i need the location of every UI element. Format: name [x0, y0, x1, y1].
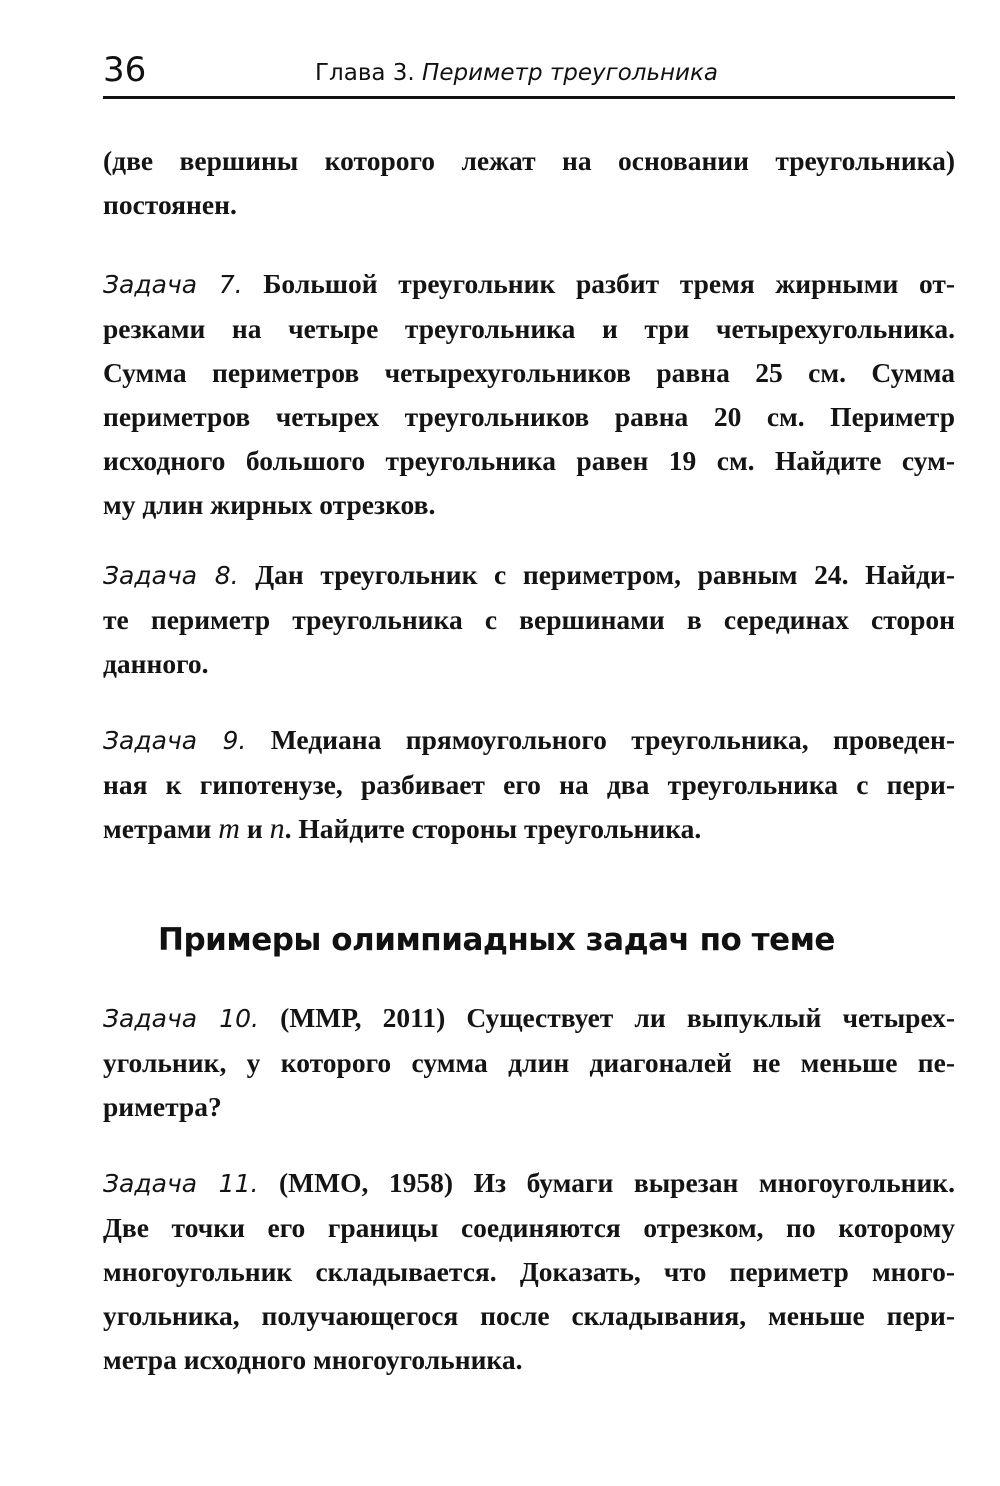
text-line: ная к гипотенузе, разбивает его на два треугольника с пери- — [103, 769, 955, 800]
running-head — [315, 58, 718, 88]
variable-n: n — [269, 812, 285, 845]
text-line: Две точки его границы соединяются отрезком, по которому — [103, 1212, 955, 1243]
problem-text: Медиана прямоугольного треугольника, проведен- — [270, 724, 956, 755]
problem-label: Задача 11. — [103, 1169, 259, 1198]
text-line — [103, 1161, 955, 1206]
text-line: угольник, у которого сумма длин диагоналей не меньше пе- — [103, 1047, 955, 1078]
problem-7 — [103, 262, 955, 527]
text-line: постоянен. — [103, 189, 237, 220]
continuation-paragraph — [103, 139, 955, 227]
text-line: многоугольник складывается. Доказать, что периметр много- — [103, 1256, 955, 1287]
problem-10 — [103, 996, 955, 1129]
problem-label: Задача 9. — [103, 726, 247, 755]
problem-label: Задача 10. — [103, 1004, 260, 1033]
problem-label: Задача 7. — [103, 270, 243, 299]
problem-text: Большой треугольник разбит тремя жирными от- — [263, 268, 956, 299]
problem-8 — [103, 553, 955, 686]
text-fragment: . Найдите стороны треугольника. — [284, 813, 702, 844]
variable-m: m — [218, 812, 240, 845]
page-number: 36 — [103, 50, 147, 90]
page-header — [103, 48, 955, 99]
text-line — [103, 996, 955, 1041]
problem-text: (ММО, 1958) Из бумаги вырезан многоугольник. — [279, 1167, 956, 1198]
problem-11 — [103, 1161, 955, 1382]
problem-9 — [103, 718, 955, 851]
chapter-label: Глава 3. — [315, 60, 415, 86]
problem-text: (ММР, 2011) Существует ли выпуклый четырех- — [280, 1002, 956, 1033]
text-line: резками на четыре треугольника и три четырехугольника. — [103, 313, 955, 344]
text-line: (две вершины которого лежат на основании треугольника) — [103, 145, 955, 176]
text-line: периметров четырех треугольников равна 20 см. Периметр — [103, 401, 955, 432]
section-heading: Примеры олимпиадных задач по теме — [158, 922, 835, 958]
text-line: исходного большого треугольника равен 19 см. Найдите сум- — [103, 445, 955, 476]
text-line — [103, 807, 955, 851]
text-line: метра исходного многоугольника. — [103, 1344, 523, 1375]
text-line — [103, 553, 955, 598]
text-line: Сумма периметров четырехугольников равна 25 см. Сумма — [103, 357, 955, 388]
text-fragment: метрами — [103, 813, 219, 844]
text-line: те периметр треугольника с вершинами в серединах сторон — [103, 604, 955, 635]
text-line: му длин жирных отрезков. — [103, 489, 436, 520]
text-line: угольника, получающегося после складывания, меньше пери- — [103, 1300, 955, 1331]
chapter-title: Периметр треугольника — [422, 60, 718, 86]
text-line: данного. — [103, 648, 209, 679]
problem-label: Задача 8. — [103, 561, 239, 590]
text-line — [103, 262, 955, 307]
text-fragment: и — [239, 813, 270, 844]
problem-text: Дан треугольник с периметром, равным 24. Найди- — [255, 559, 956, 590]
text-line: риметра? — [103, 1091, 222, 1122]
text-line — [103, 718, 955, 763]
